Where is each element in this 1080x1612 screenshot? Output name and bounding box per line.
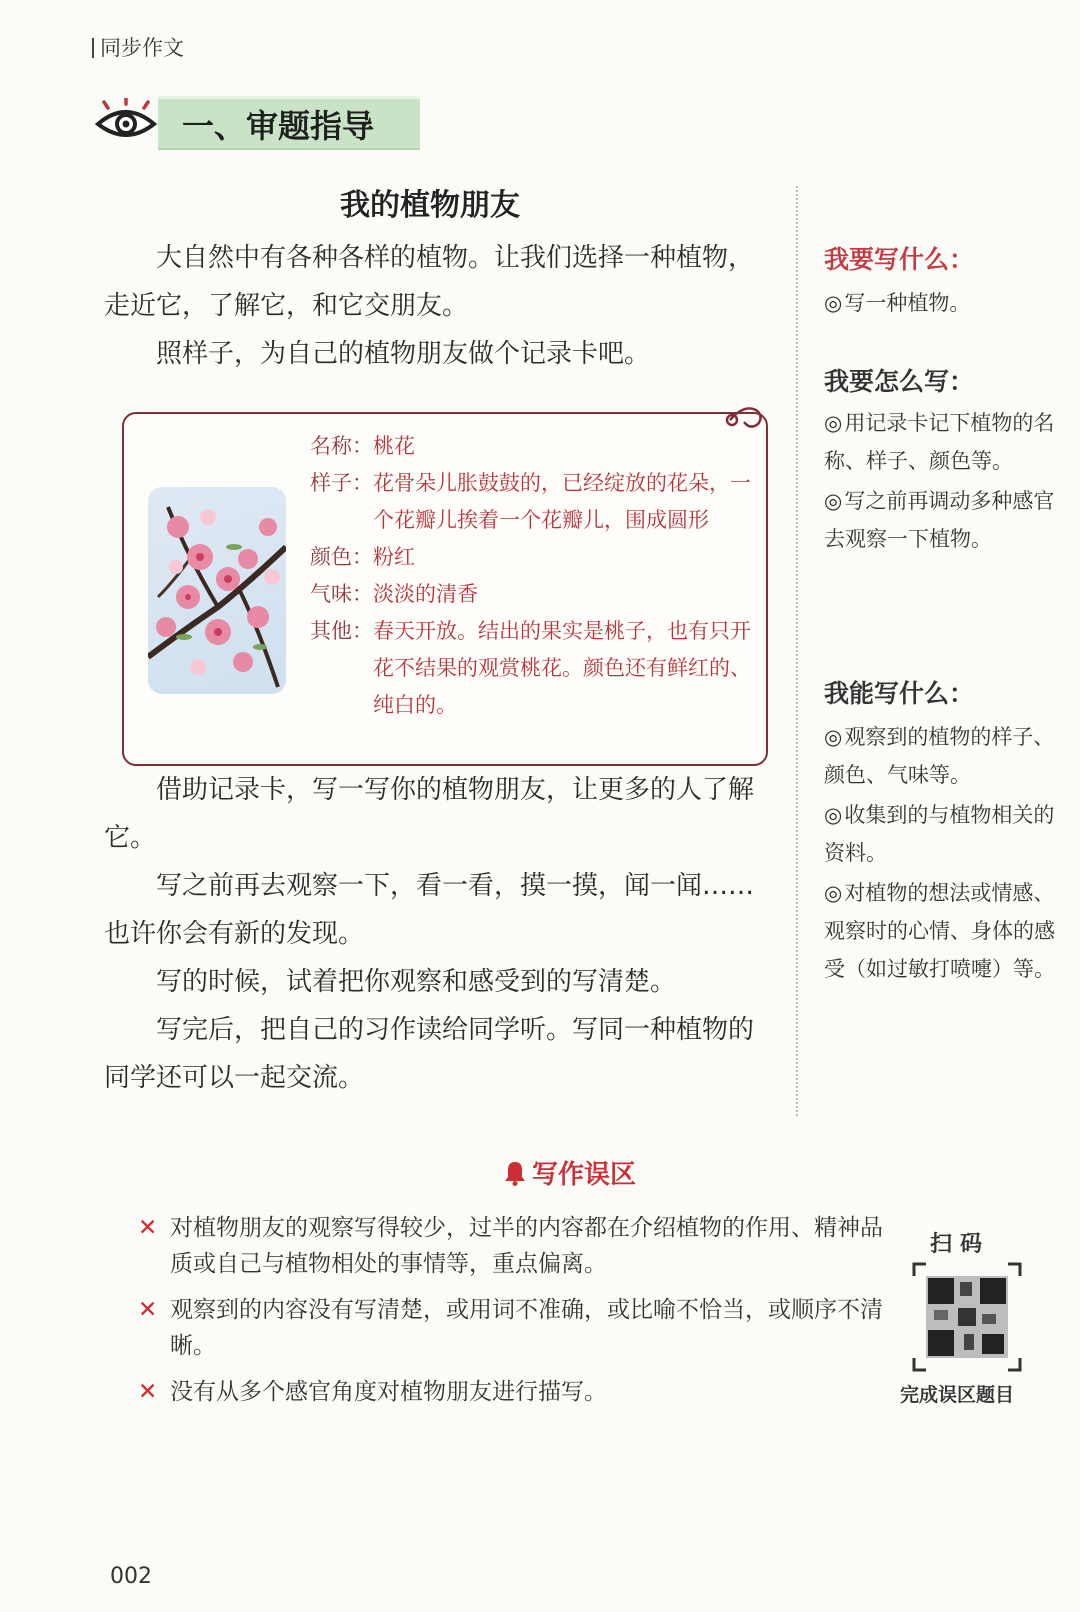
sidebar-item: ◎对植物的想法或情感、观察时的心情、身体的感受（如过敏打喷嚏）等。 xyxy=(824,881,1055,981)
intro-paragraph: 照样子，为自己的植物朋友做个记录卡吧。 xyxy=(156,339,651,369)
page-number: 002 xyxy=(110,1564,152,1589)
pitfall-item: ✕ 没有从多个感官角度对植物朋友进行描写。 xyxy=(138,1374,898,1410)
card-field-other: 其他： 春天开放。结出的果实是桃子，也有只开花不结果的观赏桃花。颜色还有鲜红的、纯白的。 xyxy=(310,619,751,717)
sidebar-item: ◎写之前再调动多种感官去观察一下植物。 xyxy=(824,489,1055,551)
intro-paragraph: 大自然中有各种各样的植物。让我们选择一种植物，走近它，了解它，和它交朋友。 xyxy=(104,243,755,321)
peach-blossom-photo xyxy=(148,487,286,694)
record-card-fields xyxy=(310,428,756,724)
pitfalls-list xyxy=(138,1210,898,1420)
sidebar-item: ◎用记录卡记下植物的名称、样子、颜色等。 xyxy=(824,411,1055,473)
sidebar-heading-what: 我要写什么： xyxy=(824,245,975,274)
card-field-name: 名称： 桃花 xyxy=(310,434,415,458)
sidebar-item: ◎写一种植物。 xyxy=(824,291,971,315)
cross-icon: ✕ xyxy=(138,1297,158,1323)
pitfall-item: ✕ 观察到的内容没有写清楚，或用词不准确，或比喻不恰当，或顺序不清晰。 xyxy=(138,1292,898,1364)
sidebar-heading-how: 我要怎么写： xyxy=(824,367,975,396)
page-header xyxy=(92,32,184,62)
body-paragraph: 写完后，把自己的习作读给同学听。写同一种植物的同学还可以一起交流。 xyxy=(104,1015,755,1093)
section-name: 同步作文 xyxy=(100,36,184,60)
cross-icon: ✕ xyxy=(138,1215,158,1241)
pitfall-item: ✕ 对植物朋友的观察写得较少，过半的内容都在介绍植物的作用、精神品质或自己与植物相处的事情等，重点偏离。 xyxy=(138,1210,898,1282)
scan-label: 扫码 xyxy=(930,1232,991,1257)
intro-text xyxy=(104,234,766,378)
card-field-appearance: 样子： 花骨朵儿胀鼓鼓的，已经绽放的花朵，一个花瓣儿挨着一个花瓣儿，围成圆形 xyxy=(310,471,751,532)
column-divider xyxy=(796,186,798,1116)
bell-icon xyxy=(504,1160,526,1186)
qr-code[interactable] xyxy=(912,1262,1022,1372)
card-field-smell: 气味： 淡淡的清香 xyxy=(310,582,478,606)
sidebar-heading-can: 我能写什么： xyxy=(824,679,975,708)
pitfalls-heading: 写作误区 xyxy=(504,1154,636,1191)
section-banner: 一、审题指导 xyxy=(158,96,420,148)
body-paragraph: 借助记录卡，写一写你的植物朋友，让更多的人了解它。 xyxy=(104,775,755,853)
eye-icon xyxy=(94,98,158,148)
body-paragraph: 写的时候，试着把你观察和感受到的写清楚。 xyxy=(156,967,677,997)
cross-icon: ✕ xyxy=(138,1379,158,1405)
sidebar-item: ◎观察到的植物的样子、颜色、气味等。 xyxy=(824,725,1055,787)
qr-caption: 完成误区题目 xyxy=(900,1384,1015,1406)
body-text xyxy=(104,766,766,1102)
sidebar-item: ◎收集到的与植物相关的资料。 xyxy=(824,803,1055,865)
card-field-color: 颜色： 粉红 xyxy=(310,545,415,569)
essay-title: 我的植物朋友 xyxy=(340,188,520,223)
body-paragraph: 写之前再去观察一下，看一看，摸一摸，闻一闻……也许你会有新的发现。 xyxy=(104,871,755,949)
